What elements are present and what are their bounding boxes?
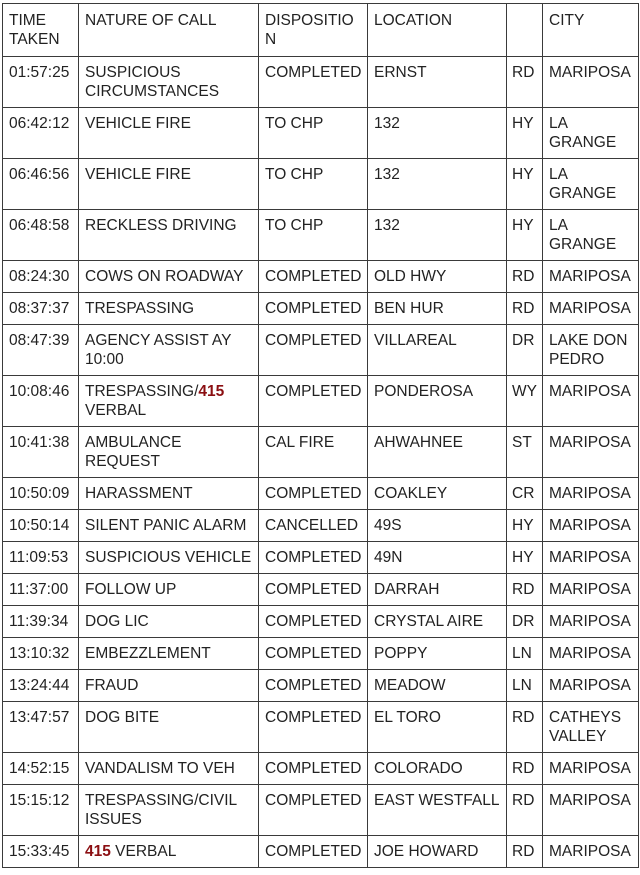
cell-street-suffix: HY <box>507 542 543 574</box>
cell-city: MARIPOSA <box>543 427 639 478</box>
cell-nature-of-call <box>79 753 259 785</box>
nature-text: TRESPASSING/ <box>85 383 199 400</box>
cell-nature-of-call <box>79 542 259 574</box>
nature-text: FRAUD <box>85 677 139 694</box>
nature-text: DOG LIC <box>85 613 149 630</box>
table-row <box>3 574 639 606</box>
call-log-table <box>2 3 639 868</box>
cell-street-suffix: RD <box>507 785 543 836</box>
nature-text: AGENCY ASSIST AY 10:00 <box>85 332 232 368</box>
cell-street-suffix: RD <box>507 753 543 785</box>
cell-location: OLD HWY <box>368 261 507 293</box>
cell-street-suffix: RD <box>507 574 543 606</box>
cell-location: DARRAH <box>368 574 507 606</box>
cell-street-suffix: LN <box>507 670 543 702</box>
cell-disposition: COMPLETED <box>259 702 368 753</box>
cell-location: BEN HUR <box>368 293 507 325</box>
cell-time: 10:41:38 <box>3 427 79 478</box>
cell-nature-of-call <box>79 785 259 836</box>
cell-city: MARIPOSA <box>543 836 639 868</box>
cell-street-suffix: RD <box>507 293 543 325</box>
table-row <box>3 108 639 159</box>
cell-city: LAKE DON PEDRO <box>543 325 639 376</box>
cell-disposition: COMPLETED <box>259 542 368 574</box>
cell-location: EAST WESTFALL <box>368 785 507 836</box>
cell-city: LA GRANGE <box>543 210 639 261</box>
cell-street-suffix: DR <box>507 325 543 376</box>
cell-disposition: TO CHP <box>259 159 368 210</box>
cell-disposition: CAL FIRE <box>259 427 368 478</box>
cell-city: MARIPOSA <box>543 293 639 325</box>
header-row <box>3 4 639 57</box>
cell-city: MARIPOSA <box>543 57 639 108</box>
cell-city: MARIPOSA <box>543 785 639 836</box>
cell-time: 10:08:46 <box>3 376 79 427</box>
cell-location: VILLAREAL <box>368 325 507 376</box>
cell-location: JOE HOWARD <box>368 836 507 868</box>
cell-time: 11:37:00 <box>3 574 79 606</box>
header-location: LOCATION <box>368 4 507 57</box>
nature-text: VEHICLE FIRE <box>85 166 191 183</box>
cell-street-suffix: ST <box>507 427 543 478</box>
cell-street-suffix: RD <box>507 261 543 293</box>
cell-nature-of-call <box>79 57 259 108</box>
cell-location: COLORADO <box>368 753 507 785</box>
cell-disposition: COMPLETED <box>259 638 368 670</box>
cell-nature-of-call <box>79 638 259 670</box>
header-time-taken: TIME TAKEN <box>3 4 79 57</box>
nature-text: SUSPICIOUS CIRCUMSTANCES <box>85 64 220 100</box>
cell-disposition: COMPLETED <box>259 293 368 325</box>
cell-city: LA GRANGE <box>543 108 639 159</box>
cell-disposition: COMPLETED <box>259 836 368 868</box>
cell-disposition: COMPLETED <box>259 753 368 785</box>
nature-text: SUSPICIOUS VEHICLE <box>85 549 252 566</box>
table-row <box>3 293 639 325</box>
cell-street-suffix: HY <box>507 108 543 159</box>
nature-text: TRESPASSING/CIVIL ISSUES <box>85 792 237 828</box>
table-body <box>3 57 639 868</box>
table-row <box>3 427 639 478</box>
cell-disposition: COMPLETED <box>259 376 368 427</box>
cell-location: COAKLEY <box>368 478 507 510</box>
nature-text: SILENT PANIC ALARM <box>85 517 247 534</box>
nature-text: DOG BITE <box>85 709 160 726</box>
nature-text: COWS ON ROADWAY <box>85 268 244 285</box>
cell-city: MARIPOSA <box>543 510 639 542</box>
nature-code-highlight: 415 <box>85 843 111 860</box>
cell-city: MARIPOSA <box>543 478 639 510</box>
cell-city: MARIPOSA <box>543 542 639 574</box>
cell-nature-of-call <box>79 427 259 478</box>
table-row <box>3 542 639 574</box>
cell-nature-of-call <box>79 836 259 868</box>
cell-location: 132 <box>368 210 507 261</box>
cell-disposition: COMPLETED <box>259 57 368 108</box>
cell-location: AHWAHNEE <box>368 427 507 478</box>
table-row <box>3 478 639 510</box>
table-row <box>3 159 639 210</box>
table-row <box>3 510 639 542</box>
cell-time: 13:47:57 <box>3 702 79 753</box>
cell-street-suffix: HY <box>507 210 543 261</box>
cell-time: 06:42:12 <box>3 108 79 159</box>
cell-disposition: COMPLETED <box>259 261 368 293</box>
cell-nature-of-call <box>79 159 259 210</box>
cell-street-suffix: RD <box>507 57 543 108</box>
cell-street-suffix: RD <box>507 836 543 868</box>
cell-disposition: COMPLETED <box>259 574 368 606</box>
table-row <box>3 785 639 836</box>
cell-nature-of-call <box>79 478 259 510</box>
table-row <box>3 376 639 427</box>
cell-location: 132 <box>368 159 507 210</box>
nature-code-highlight: 415 <box>198 383 225 400</box>
table-row <box>3 670 639 702</box>
cell-street-suffix: HY <box>507 159 543 210</box>
nature-text: HARASSMENT <box>85 485 193 502</box>
cell-location: EL TORO <box>368 702 507 753</box>
cell-disposition: COMPLETED <box>259 606 368 638</box>
cell-nature-of-call <box>79 108 259 159</box>
cell-street-suffix: LN <box>507 638 543 670</box>
cell-time: 13:10:32 <box>3 638 79 670</box>
cell-city: CATHEYS VALLEY <box>543 702 639 753</box>
cell-city: MARIPOSA <box>543 638 639 670</box>
cell-time: 15:33:45 <box>3 836 79 868</box>
table-row <box>3 702 639 753</box>
nature-text: VANDALISM TO VEH <box>85 760 235 777</box>
cell-city: MARIPOSA <box>543 261 639 293</box>
cell-nature-of-call <box>79 510 259 542</box>
table-header <box>3 4 639 57</box>
table-row <box>3 57 639 108</box>
cell-city: LA GRANGE <box>543 159 639 210</box>
cell-time: 13:24:44 <box>3 670 79 702</box>
nature-text: AMBULANCE REQUEST <box>85 434 182 470</box>
table-row <box>3 836 639 868</box>
cell-city: MARIPOSA <box>543 753 639 785</box>
cell-street-suffix: RD <box>507 702 543 753</box>
nature-text: EMBEZZLEMENT <box>85 645 211 662</box>
cell-nature-of-call <box>79 325 259 376</box>
cell-location: CRYSTAL AIRE <box>368 606 507 638</box>
cell-street-suffix: HY <box>507 510 543 542</box>
nature-text-suffix: VERBAL <box>110 843 177 860</box>
cell-time: 10:50:09 <box>3 478 79 510</box>
header-disposition: DISPOSITION <box>259 4 368 57</box>
cell-location: PONDEROSA <box>368 376 507 427</box>
header-suffix <box>507 4 543 57</box>
cell-city: MARIPOSA <box>543 376 639 427</box>
nature-text-suffix: VERBAL <box>85 402 147 419</box>
table-row <box>3 325 639 376</box>
nature-text: RECKLESS DRIVING <box>85 217 237 234</box>
cell-time: 06:48:58 <box>3 210 79 261</box>
cell-nature-of-call <box>79 210 259 261</box>
cell-time: 06:46:56 <box>3 159 79 210</box>
nature-text: TRESPASSING <box>85 300 195 317</box>
cell-time: 08:47:39 <box>3 325 79 376</box>
cell-time: 01:57:25 <box>3 57 79 108</box>
cell-location: 49N <box>368 542 507 574</box>
cell-location: 132 <box>368 108 507 159</box>
cell-location: 49S <box>368 510 507 542</box>
cell-time: 08:24:30 <box>3 261 79 293</box>
cell-nature-of-call <box>79 670 259 702</box>
cell-time: 10:50:14 <box>3 510 79 542</box>
cell-location: ERNST <box>368 57 507 108</box>
cell-street-suffix: DR <box>507 606 543 638</box>
header-nature-of-call: NATURE OF CALL <box>79 4 259 57</box>
cell-nature-of-call <box>79 261 259 293</box>
cell-city: MARIPOSA <box>543 574 639 606</box>
nature-text: VEHICLE FIRE <box>85 115 191 132</box>
cell-disposition: COMPLETED <box>259 670 368 702</box>
table-row <box>3 753 639 785</box>
cell-city: MARIPOSA <box>543 670 639 702</box>
cell-disposition: COMPLETED <box>259 785 368 836</box>
cell-nature-of-call <box>79 376 259 427</box>
table-row <box>3 261 639 293</box>
cell-street-suffix: WY <box>507 376 543 427</box>
cell-disposition: TO CHP <box>259 210 368 261</box>
cell-nature-of-call <box>79 574 259 606</box>
cell-nature-of-call <box>79 606 259 638</box>
header-city: CITY <box>543 4 639 57</box>
cell-time: 11:09:53 <box>3 542 79 574</box>
cell-time: 15:15:12 <box>3 785 79 836</box>
cell-time: 14:52:15 <box>3 753 79 785</box>
cell-disposition: CANCELLED <box>259 510 368 542</box>
cell-location: POPPY <box>368 638 507 670</box>
cell-time: 11:39:34 <box>3 606 79 638</box>
cell-location: MEADOW <box>368 670 507 702</box>
nature-text: FOLLOW UP <box>85 581 177 598</box>
table-row <box>3 210 639 261</box>
cell-street-suffix: CR <box>507 478 543 510</box>
cell-disposition: COMPLETED <box>259 478 368 510</box>
table-row <box>3 638 639 670</box>
cell-city: MARIPOSA <box>543 606 639 638</box>
cell-nature-of-call <box>79 293 259 325</box>
cell-disposition: COMPLETED <box>259 325 368 376</box>
cell-time: 08:37:37 <box>3 293 79 325</box>
cell-disposition: TO CHP <box>259 108 368 159</box>
cell-nature-of-call <box>79 702 259 753</box>
table-row <box>3 606 639 638</box>
